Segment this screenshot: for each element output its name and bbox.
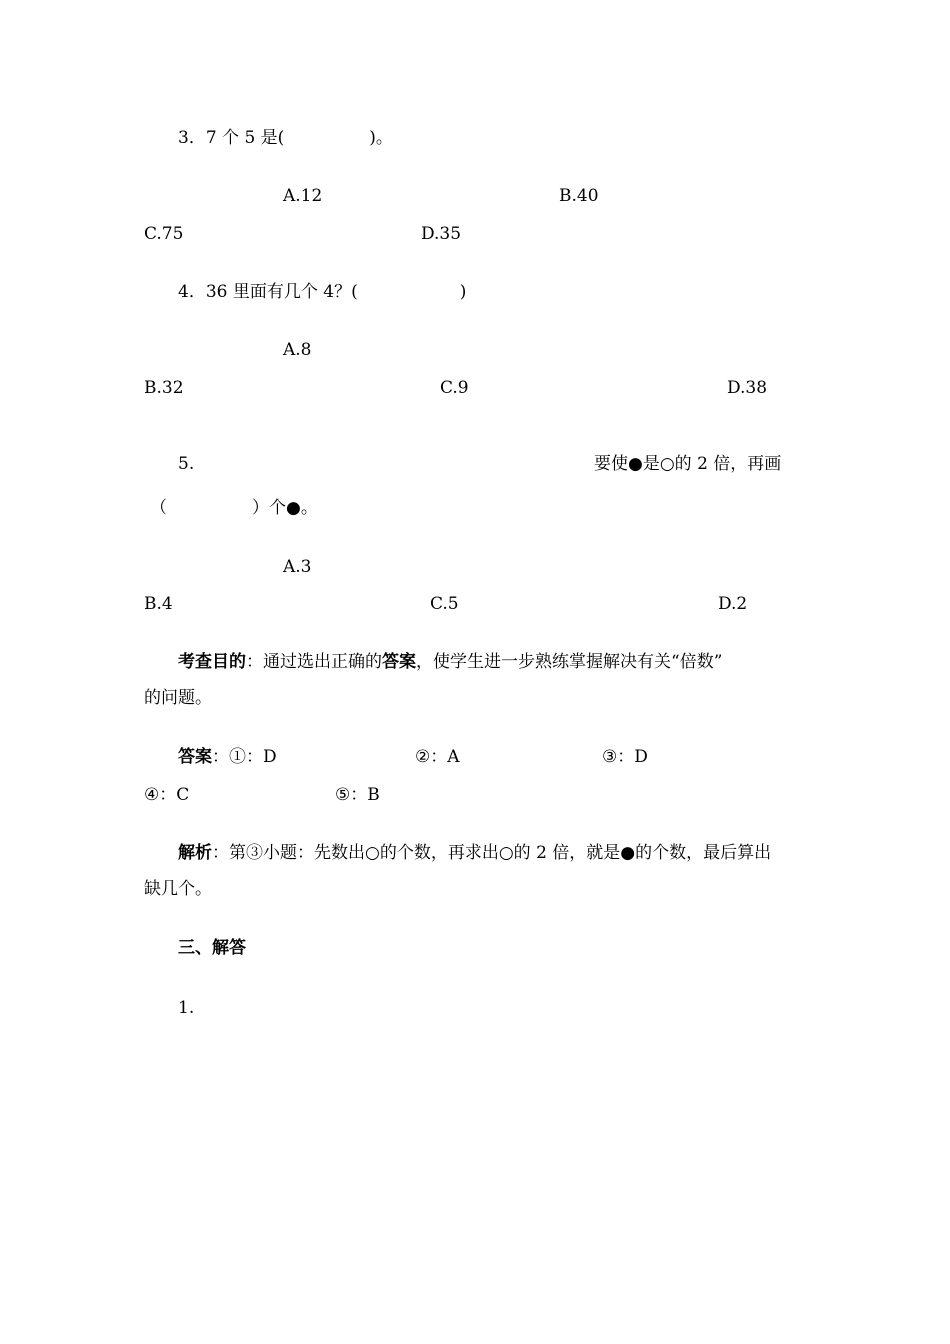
- analysis-text: ：第③小题：先数出○的个数，再求出○的 2 倍，就是●的个数，最后算出: [212, 843, 772, 863]
- answers-label: 答案: [178, 747, 212, 767]
- purpose-label: 考查目的: [178, 652, 246, 672]
- section-heading: 三、解答: [178, 938, 246, 958]
- question-3-option-c: C.75: [144, 224, 184, 244]
- question-5-option-d: D.2: [718, 594, 748, 614]
- question-3-option-a: A.12: [283, 186, 323, 206]
- analysis-paragraph: [178, 845, 771, 862]
- question-4-stem: 4．36 里面有几个 4？( ): [178, 282, 467, 302]
- answers-line-1: [178, 749, 277, 766]
- question-5-option-a: A.3: [283, 557, 312, 577]
- answer-3: ③：D: [602, 747, 648, 767]
- question-5-number: 5.: [178, 454, 195, 474]
- question-4-option-d: D.38: [727, 378, 768, 398]
- question-5-option-b: B.4: [144, 594, 173, 614]
- analysis-line-2: 缺几个。: [144, 879, 212, 899]
- answer-1: ：①：D: [212, 747, 277, 767]
- purpose-paragraph: [178, 654, 722, 671]
- question-3-option-d: D.35: [421, 224, 462, 244]
- purpose-line-2: 的问题。: [144, 688, 212, 708]
- purpose-text-1: ：通过选出正确的: [246, 652, 382, 672]
- purpose-text-2: ，使学生进一步熟练掌握解决有关“倍数”: [416, 652, 723, 672]
- question-5-stem-line-2: （ ）个●。: [150, 498, 318, 518]
- purpose-bold-word: 答案: [382, 652, 416, 672]
- question-4-option-c: C.9: [440, 378, 469, 398]
- answer-5: ⑤：B: [335, 785, 380, 805]
- question-4-option-b: B.32: [144, 378, 184, 398]
- question-3-option-b: B.40: [559, 186, 599, 206]
- analysis-label: 解析: [178, 843, 212, 863]
- question-1-number: 1.: [178, 998, 195, 1018]
- question-4-option-a: A.8: [283, 340, 312, 360]
- answer-2: ②：A: [415, 747, 460, 767]
- question-5-stem: 要使●是○的 2 倍，再画: [594, 454, 782, 474]
- question-5-option-c: C.5: [430, 594, 459, 614]
- answer-4: ④：C: [144, 785, 190, 805]
- question-3-stem: 3．7 个 5 是( )。: [178, 128, 393, 148]
